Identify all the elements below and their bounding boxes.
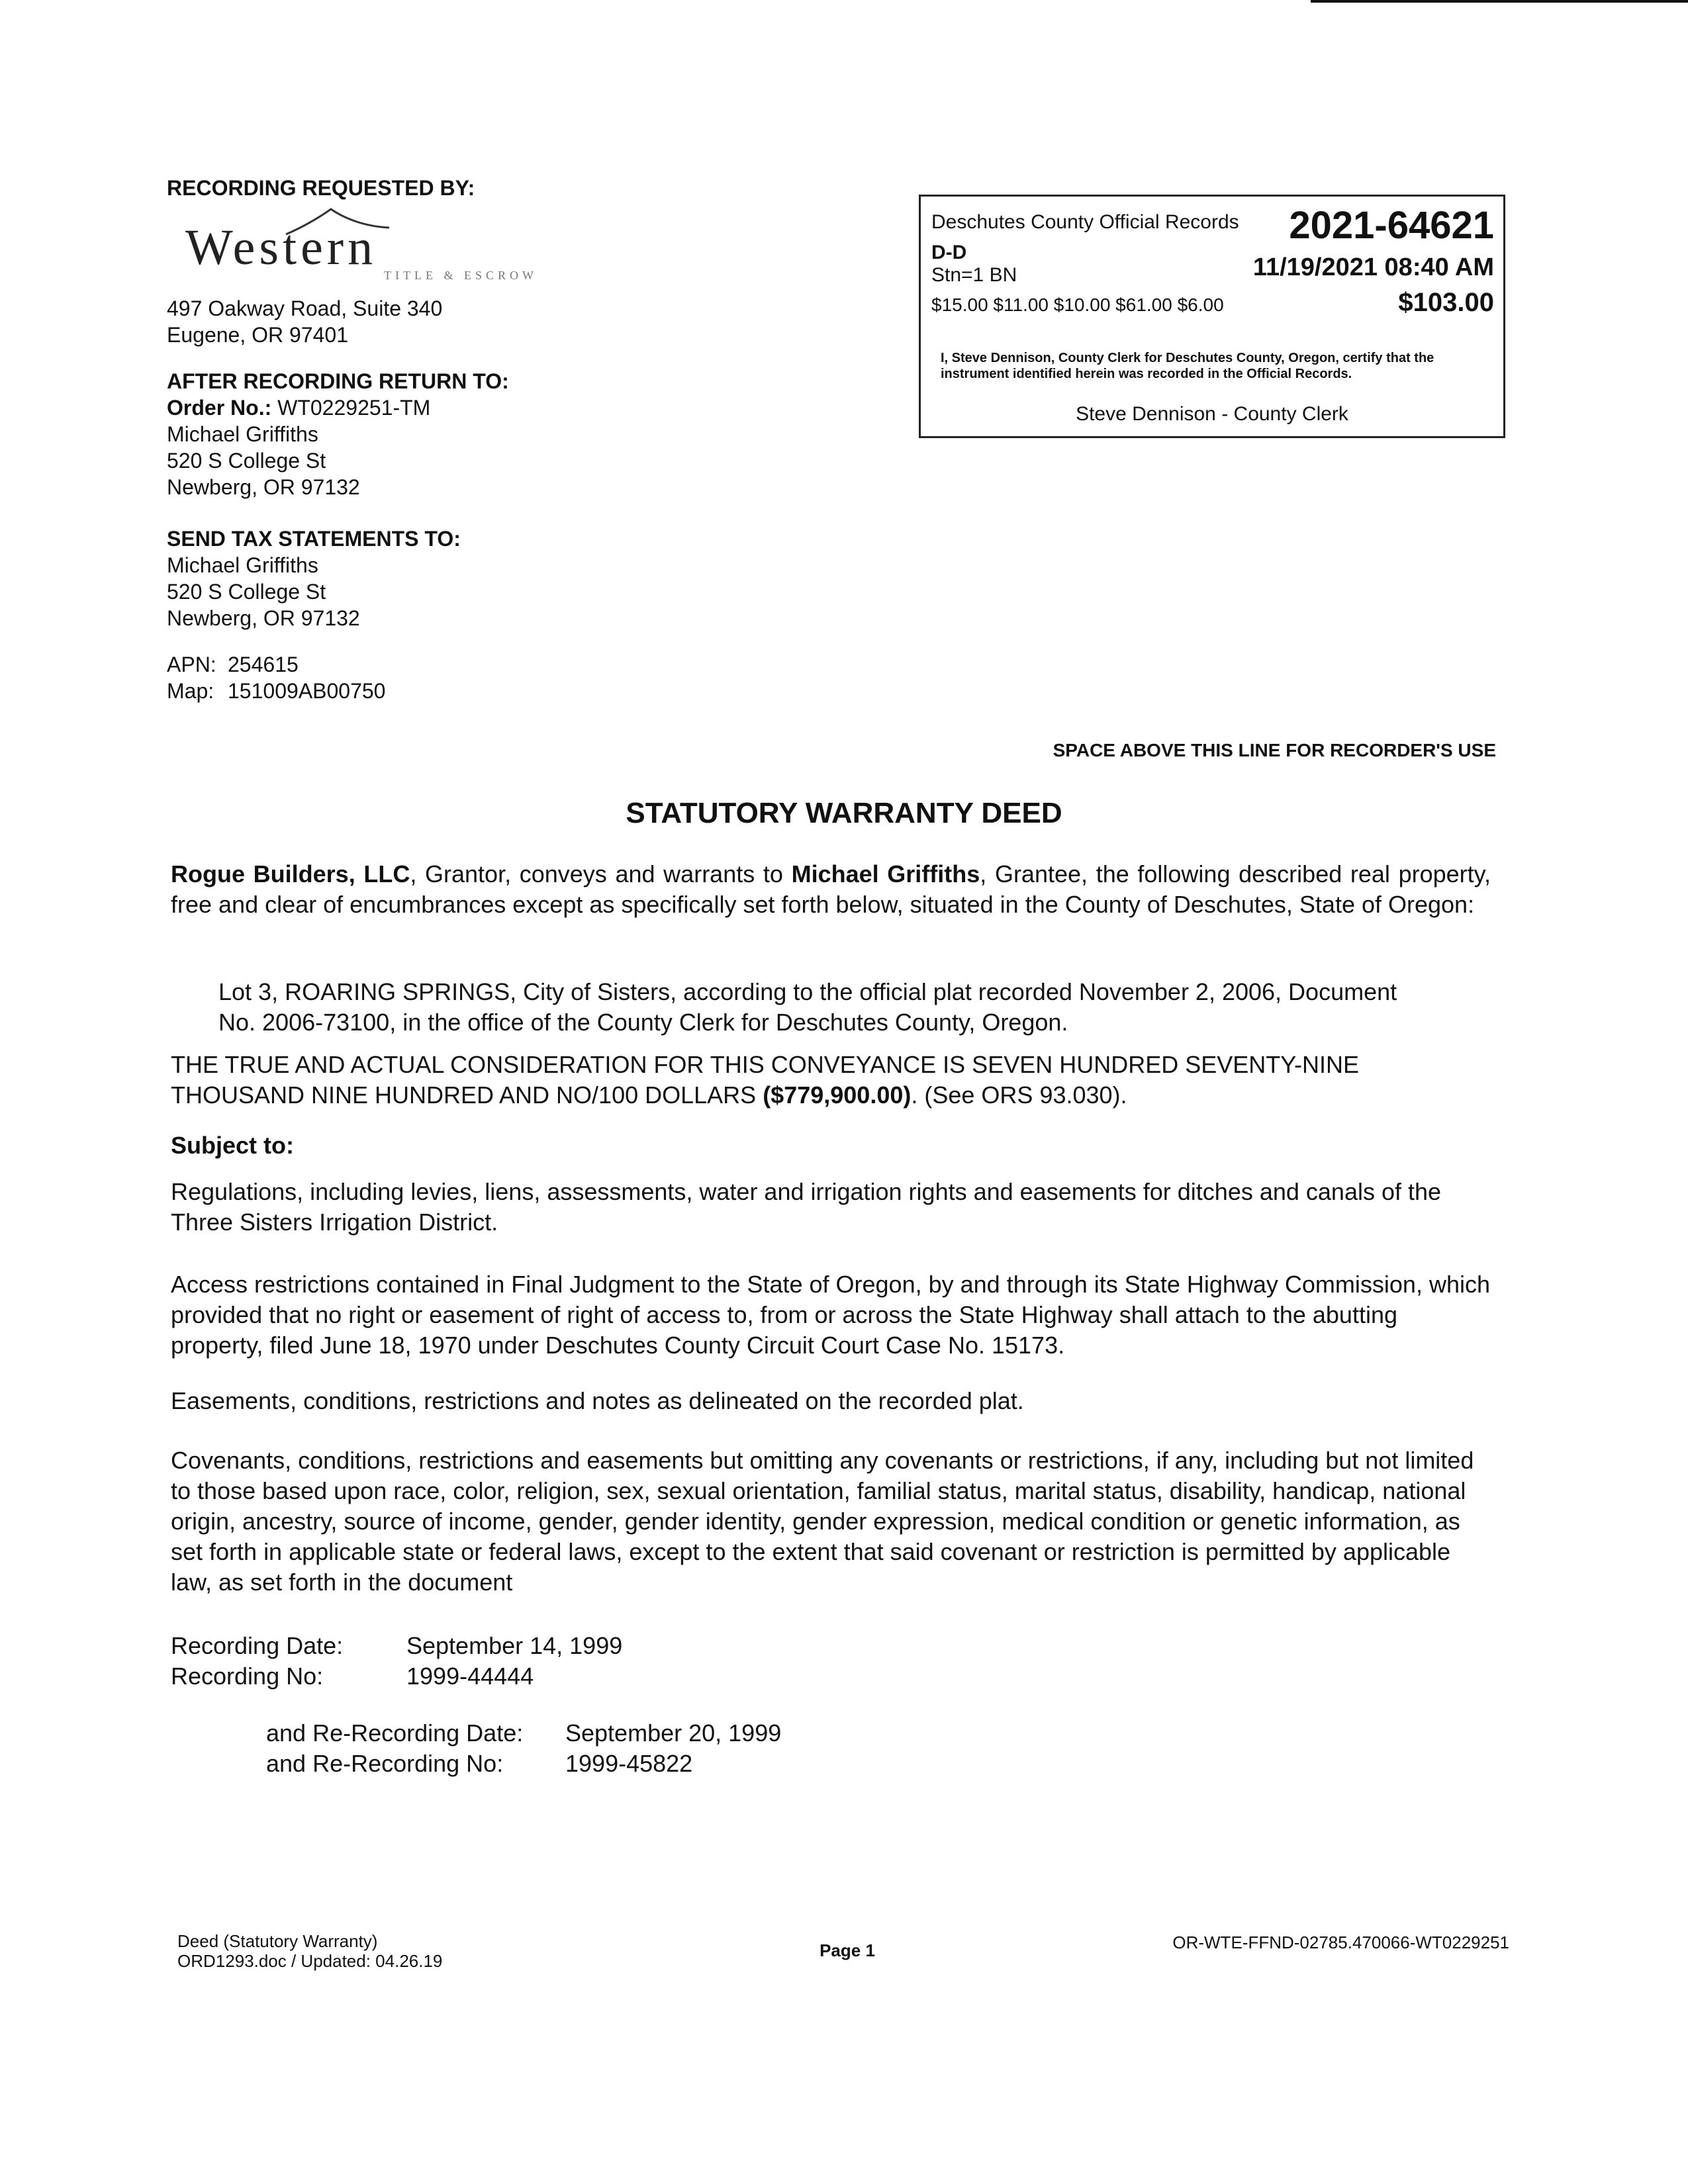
exception-covenants: Covenants, conditions, restrictions and easements but omitting any covenants or restrictions, if any, including but not limited to those based upon race, color, religion, sex, sexual orientation, familial status, marital status, disability, handicap, national origin, ancestry, source of income, gender, gender identity, gender expression, medical condition or genetic information, as set forth in applicable state or federal laws, except to the extent that said covenant or restriction is permitted by applicable law, as set forth in the document bbox=[171, 1447, 1474, 1596]
footer-form-info bbox=[177, 1931, 442, 1971]
tax-address-line-2: Newberg, OR 97132 bbox=[167, 606, 360, 630]
fee-total: $103.00 bbox=[1398, 288, 1494, 317]
rerecording-date-label: and Re-Recording Date: bbox=[266, 1719, 524, 1747]
records-office: Deschutes County Official Records bbox=[931, 211, 1239, 233]
return-to-label: AFTER RECORDING RETURN TO: bbox=[167, 369, 509, 393]
clerk-name: Steve Dennison - County Clerk bbox=[1076, 403, 1348, 425]
order-number-value: WT0229251-TM bbox=[277, 396, 431, 420]
recording-datetime: 11/19/2021 08:40 AM bbox=[1252, 253, 1494, 281]
logo-wordmark: Western bbox=[185, 220, 377, 275]
recording-info bbox=[171, 1631, 1491, 1692]
rerecording-info bbox=[266, 1718, 1193, 1779]
return-address-line-2: Newberg, OR 97132 bbox=[167, 475, 360, 499]
tax-address-line-1: 520 S College St bbox=[167, 580, 326, 604]
order-number-label: Order No.: bbox=[167, 396, 272, 420]
apn-line bbox=[167, 651, 763, 678]
logo-tagline: TITLE & ESCROW bbox=[384, 269, 538, 282]
recording-no-label: Recording No: bbox=[171, 1662, 324, 1690]
subject-to-label: Subject to: bbox=[171, 1132, 294, 1159]
recorder-use-notice: SPACE ABOVE THIS LINE FOR RECORDER'S USE bbox=[1053, 740, 1496, 760]
footer-form-name: Deed (Statutory Warranty) bbox=[177, 1931, 378, 1951]
page-number: Page 1 bbox=[820, 1940, 875, 1960]
return-name: Michael Griffiths bbox=[167, 422, 318, 446]
map-value: 151009AB00750 bbox=[228, 679, 386, 703]
company-logo bbox=[185, 205, 763, 287]
consideration-amount: ($779,900.00) bbox=[763, 1081, 912, 1109]
grant-paragraph: Rogue Builders, LLC, Grantor, conveys and warrants to Michael Griffiths, Grantee, the following described real property, free and clear of encumbrances except as specifically set forth below, situated in the County of Deschutes, State of Oregon: bbox=[171, 860, 1491, 918]
header-left-column bbox=[167, 175, 763, 704]
order-number-line bbox=[167, 394, 763, 421]
exception-plat: Easements, conditions, restrictions and notes as delineated on the recorded plat. bbox=[171, 1387, 1024, 1414]
recorder-stamp-box bbox=[919, 195, 1505, 438]
footer-form-file: ORD1293.doc / Updated: 04.26.19 bbox=[177, 1951, 443, 1971]
exception-access-restrictions: Access restrictions contained in Final Judgment to the State of Oregon, by and through its State Highway Commission, which provided that no right or easement of right of access to, from or across the State Highway shall attach to the abutting property, filed June 18, 1970 under Deschutes County Circuit Court Case No. 15173. bbox=[171, 1271, 1490, 1359]
consideration-paragraph: THE TRUE AND ACTUAL CONSIDERATION FOR THIS CONVEYANCE IS SEVEN HUNDRED SEVENTY-NINE THOUSAND NINE HUNDRED AND NO/100 DOLLARS ($779,900.00). (See ORS 93.030). bbox=[171, 1051, 1359, 1109]
legal-description: Lot 3, ROARING SPRINGS, City of Sisters, according to the official plat recorded November 2, 2006, Document No. 2006-73100, in the office of the County Clerk for Deschutes County, Oregon. bbox=[218, 978, 1397, 1036]
document-number: 2021-64621 bbox=[1289, 204, 1494, 247]
document-type: D-D bbox=[931, 242, 967, 263]
top-edge-rule bbox=[1311, 0, 1688, 3]
tax-name: Michael Griffiths bbox=[167, 553, 318, 577]
return-address-line-1: 520 S College St bbox=[167, 449, 326, 473]
station: Stn=1 BN bbox=[931, 264, 1017, 286]
apn-value: 254615 bbox=[228, 653, 299, 676]
map-label: Map: bbox=[167, 679, 214, 703]
recording-requested-label: RECORDING REQUESTED BY: bbox=[167, 176, 475, 200]
recording-no-value: 1999-44444 bbox=[406, 1662, 534, 1690]
company-address-line-2: Eugene, OR 97401 bbox=[167, 323, 348, 347]
rerecording-no-label: and Re-Recording No: bbox=[266, 1750, 504, 1777]
map-line bbox=[167, 678, 763, 704]
rerecording-date-value: September 20, 1999 bbox=[565, 1719, 782, 1747]
tax-statements-label: SEND TAX STATEMENTS TO: bbox=[167, 527, 461, 551]
recording-date-label: Recording Date: bbox=[171, 1632, 344, 1659]
page-title: STATUTORY WARRANTY DEED bbox=[626, 797, 1062, 829]
grantor-name: Rogue Builders, LLC bbox=[171, 860, 410, 887]
grantee-name: Michael Griffiths bbox=[791, 860, 980, 887]
rerecording-no-value: 1999-45822 bbox=[565, 1750, 693, 1777]
exception-irrigation: Regulations, including levies, liens, assessments, water and irrigation rights and easements for ditches and canals of the Three Sisters Irrigation District. bbox=[171, 1178, 1442, 1236]
company-address-line-1: 497 Oakway Road, Suite 340 bbox=[167, 296, 443, 320]
fee-breakdown: $15.00 $11.00 $10.00 $61.00 $6.00 bbox=[931, 295, 1224, 315]
footer-reference: OR-WTE-FFND-02785.470066-WT0229251 bbox=[1172, 1933, 1509, 1952]
recording-date-value: September 14, 1999 bbox=[406, 1632, 623, 1659]
apn-label: APN: bbox=[167, 653, 216, 676]
clerk-certification: I, Steve Dennison, County Clerk for Deschutes County, Oregon, certify that the instrument identified herein was recorded in the Official Records. bbox=[941, 351, 1434, 381]
